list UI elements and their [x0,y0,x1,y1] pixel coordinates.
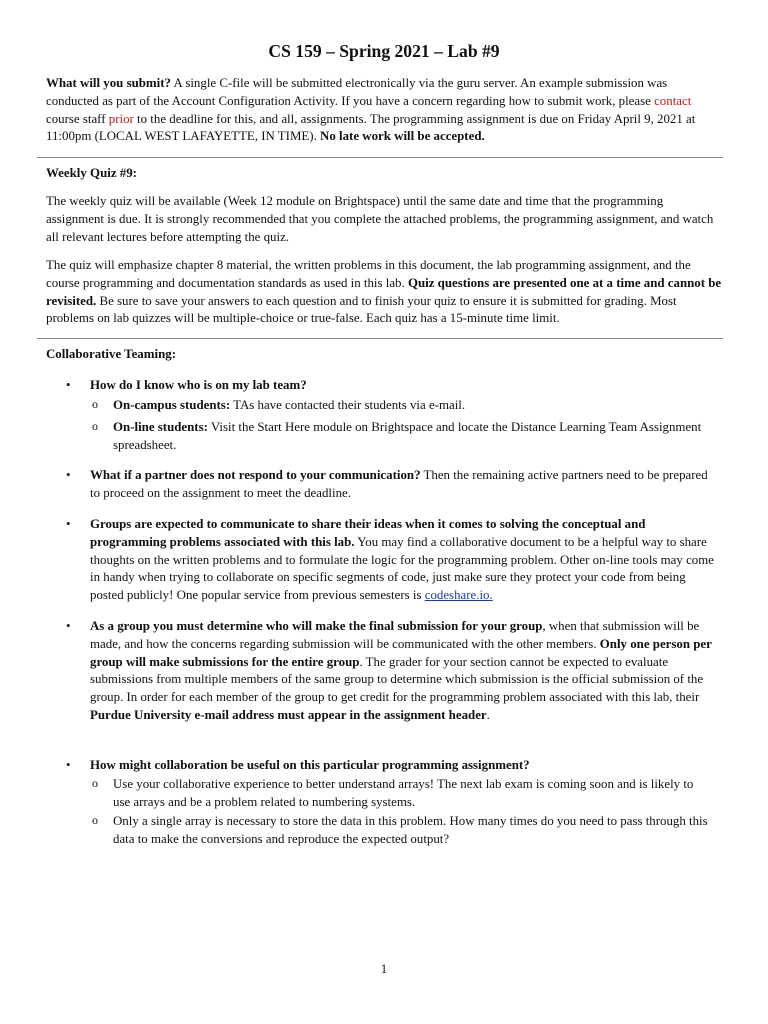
submit-paragraph: What will you submit? A single C-file will be submitted electronically via the guru server. An example submission was conducted as part of the Account Configuration Activity. If you have a concern regarding how to submit work, please contact course staff prior to the deadline for this, and all, assignments. The programming assignment is due on Friday April 9, 2021 at 11:00pm (LOCAL WEST LAFAYETTE, IN TIME). No late work will be accepted. [46,76,696,144]
bullet-icon: • [66,378,71,392]
codeshare-link[interactable]: codeshare.io. [424,588,493,603]
quiz-paragraph-1: The weekly quiz will be available (Week 12 module on Brightspace) until the same date and time that the programming assignment is due. It is strongly recommended that you complete the attached problems, the programming assignment, and watch all relevant lectures before attempting the quiz. [46,194,714,244]
prior-word: prior [108,111,134,126]
document-page: CS 159 – Spring 2021 – Lab #9 What will you submit? A single C-file will be submitted electronically via the guru server. An example submission was conducted as part of the Account Configuration Activity. If you have a concern regarding how to submit work, please contact course staff prior to the deadline for this, and all, assignments. The programming assignment is due on Friday April 9, 2021 at 11:00pm (LOCAL WEST LAFAYETTE, IN TIME). No late work will be accepted. Weekly Quiz #9: The weekly quiz will be available (Week 12 module on Brightspace) until the same date and time that the programming assignment is due. It is strongly recommended that you complete the attached problems, the programming assignment, and watch all relevant lectures before attempting the quiz. The quiz will emphasize chapter 8 material, the written problems in this document, the lab programming assignment, and the course programming and documentation standards as used in this lab. Quiz questions are presented one at a time and cannot be revisited. Be sure to save your answers to each question and to finish your quiz to ensure it is submitted for grading. Most problems on lab quizzes will be multiple-choice or true-false. Each quiz has a 15-minute time limit. Collaborative Teaming: • How do I know who is on my lab team? o On-campus students: TAs have contacted their students via e-mail. o On-line students: Visit the Start Here module on Brightspace and locate the Distance Learning Team Assignment spreadsheet. • What if a partner does not respond to your communication? Then the remaining active partners need to be prepared to proceed on the assignment to meet the deadline. • Groups are expected to communicate to share their ideas when it comes to solving the conceptual and programming problems associated with this lab. You may find a collaborative document to be a helpful way to share thoughts on the written problems and to formulate the logic for the programming problem. Other on-line tools may come in handy when trying to collaborate on specific segments of code, just make sure they protect your code from being posted publicly! One popular service from previous semesters is codeshare.io. • As a group you must determine who will make the final submission for your group, when that submission will be made, and how the concerns regarding submission will be communicated with the other members. Only one person per group will make submissions for the entire group. The grader for your section cannot be expected to evaluate submissions from multiple members of the same group to determine which submission is the official submission of the group. In order for each member of the group to get credit for the programming problem associated with this lab, their Purdue University e-mail address must appear in the assignment header. • How might collaboration be useful on this particular programming assignment? o Use your collaborative experience to better understand arrays! The next lab exam is coming soon and is likely to use arrays and be a problem related to numbering systems. o Only a single array is necessary to store the data in this problem. How many times do you need to pass through this data to make the conversions and reproduce the expected output? 1 [0,0,768,1024]
sub-bullet-icon: o [92,397,98,411]
bullet-icon: • [66,758,71,772]
bullet-icon: • [66,468,71,482]
section-divider [37,157,723,158]
page-title: CS 159 – Spring 2021 – Lab #9 [268,41,500,61]
bullet-icon: • [66,619,71,633]
late-work-notice: No late work will be accepted. [320,129,485,144]
quiz-rule-notice: Quiz questions are presented one at a time and cannot be revisited. [46,275,722,308]
contact-word: contact [654,93,692,108]
quiz-paragraph-2: The quiz will emphasize chapter 8 material, the written problems in this document, the lab programming assignment, and the course programming and documentation standards as used in this lab. Quiz questions are presented one at a time and cannot be revisited. Be sure to save your answers to each question and to finish your quiz to ensure it is submitted for grading. Most problems on lab quizzes will be multiple-choice or true-false. Each quiz has a 15-minute time limit. [46,258,722,326]
sub-bullet-icon: o [92,419,98,433]
submit-section [46,75,722,146]
sub-bullet-icon: o [92,813,98,827]
team-heading: Collaborative Teaming: [46,347,176,361]
submit-heading: What will you submit? [46,76,171,90]
sub-bullet-icon: o [92,776,98,790]
bullet-icon: • [66,517,71,531]
page-number: 1 [380,962,388,976]
section-divider [37,338,723,339]
quiz-heading: Weekly Quiz #9: [46,166,137,180]
